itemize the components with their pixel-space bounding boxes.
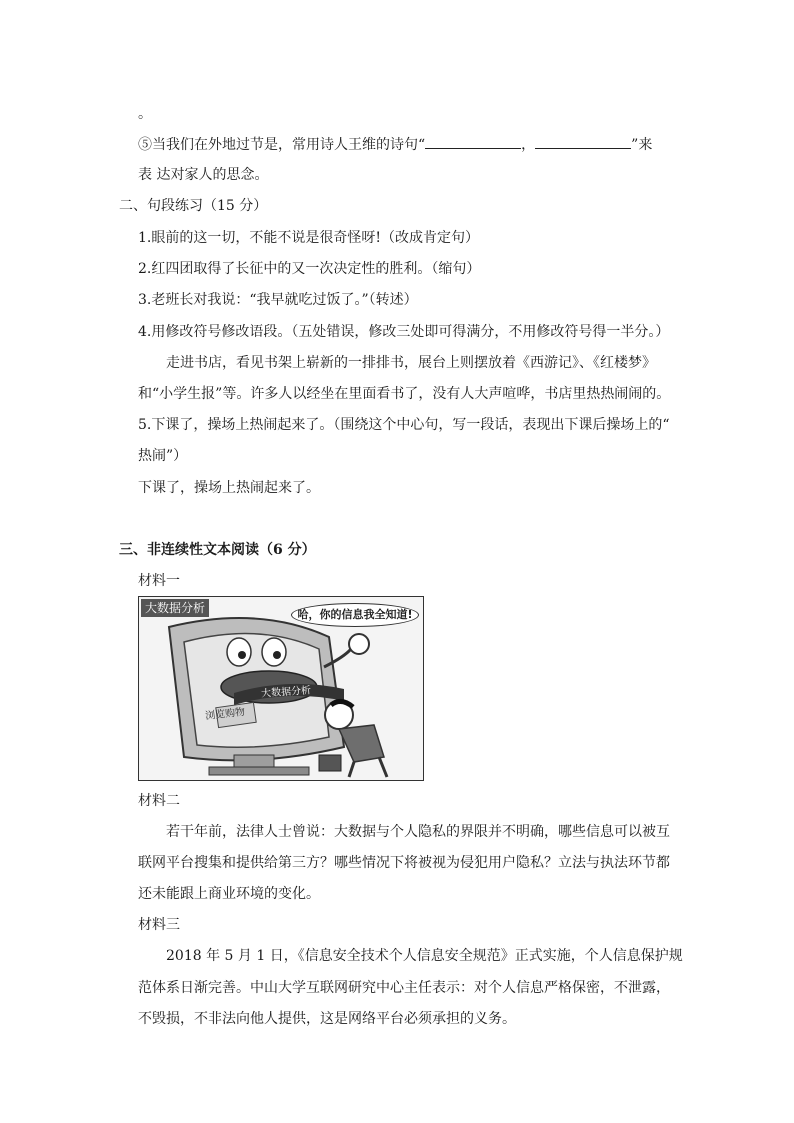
material-2-label: 材料二: [138, 793, 180, 809]
material-2-line-1: 若干年前，法律人士曾说：大数据与个人隐私的界限并不明确，哪些信息可以被互: [166, 824, 670, 840]
speech-bubble: 哈，你的信息我全知道!: [291, 603, 419, 627]
item-5-line1: [138, 134, 652, 155]
material-3-line-1: 2018 年 5 月 1 日，《信息安全技术个人信息安全规范》正式实施，个人信息保护规: [166, 948, 683, 964]
question-5-answer-start: 下课了，操场上热闹起来了。: [138, 480, 320, 496]
question-3: 3.老班长对我说：“我早就吃过饭了。”（转述）: [138, 292, 418, 308]
material-3-line-2: 范体系日渐完善。中山大学互联网研究中心主任表示：对个人信息严格保密，不泄露，: [138, 980, 670, 996]
section-2-heading: 二、句段练习（15 分）: [119, 198, 268, 214]
material-2-line-3: 还未能跟上商业环境的变化。: [138, 886, 320, 902]
item-5-after: ”来: [631, 137, 653, 153]
question-5-line1: 5.下课了，操场上热闹起来了。（围绕这个中心句，写一段话，表现出下课后操场上的“: [138, 417, 670, 433]
answer-blank-2[interactable]: [535, 134, 631, 149]
material-2-line-2: 联网平台搜集和提供给第三方？哪些情况下将被视为侵犯用户隐私？立法与执法环节都: [138, 855, 670, 871]
screen-label: 浏览购物: [204, 706, 246, 723]
question-5-line2: 热闹”）: [138, 448, 188, 464]
passage-line-1: 走进书店，看见书架上崭新的一排排书，展台上则摆放着《西游记》、《红楼梦》: [166, 355, 656, 371]
section-3-heading: 三、非连续性文本阅读（6 分）: [119, 542, 316, 558]
item-5-text: ⑤当我们在外地过节是，常用诗人王维的诗句“: [138, 137, 426, 153]
question-4: 4.用修改符号修改语段。（五处错误，修改三处即可得满分，不用修改符号得一半分。）: [138, 324, 670, 340]
passage-line-2: 和“小学生报”等。许多人以经坐在里面看书了，没有人大声喧哗，书店里热热闹闹的。: [138, 386, 671, 402]
question-2: 2.红四团取得了长征中的又一次决定性的胜利。（缩句）: [138, 261, 481, 277]
item-5-line2: 表 达对家人的思念。: [138, 167, 269, 183]
figure-title: 大数据分析: [141, 599, 209, 617]
material-3-label: 材料三: [138, 917, 180, 933]
top-mark: 。: [138, 106, 152, 122]
question-1: 1.眼前的这一切，不能不说是很奇怪呀!（改成肯定句）: [138, 230, 479, 246]
material-1-label: 材料一: [138, 573, 180, 589]
answer-blank-1[interactable]: [425, 134, 521, 149]
item-5-separator: ，: [521, 137, 536, 153]
material-3-line-3: 不毁损，不非法向他人提供，这是网络平台必须承担的义务。: [138, 1011, 516, 1027]
big-data-cartoon: [138, 596, 424, 781]
band-label: 大数据分析: [260, 685, 312, 700]
